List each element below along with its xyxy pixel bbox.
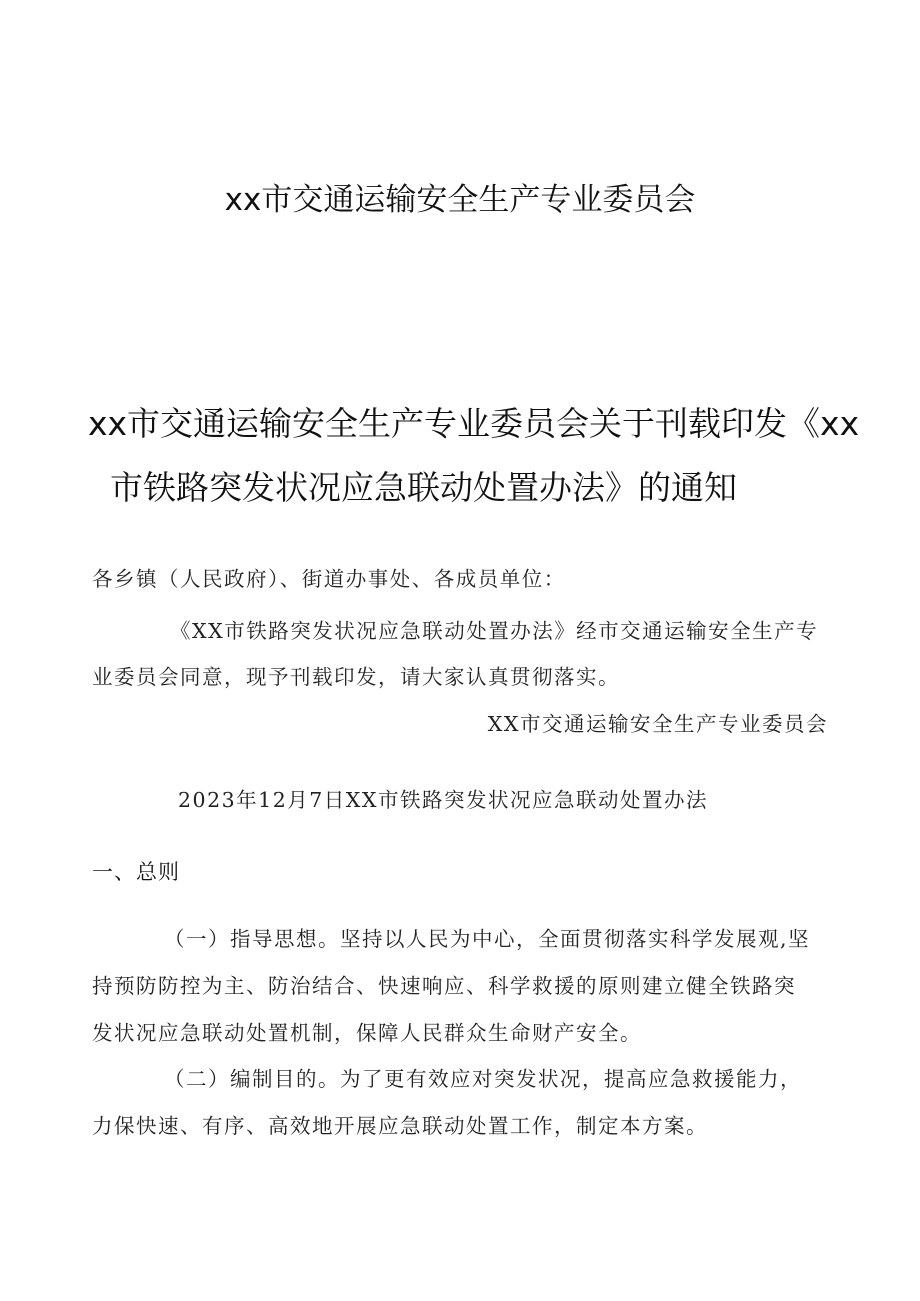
notice-body-paragraph [92,608,840,700]
paragraph-line: 发状况应急联动处置机制，保障人民群众生命财产安全。 [92,1021,642,1045]
paragraph-line: 业委员会同意，现予刊载印发，请大家认真贯彻落实。 [92,665,620,689]
salutation: 各乡镇（人民政府）、街道办事处、各成员单位： [92,567,566,591]
paragraph-line: （一）指导思想。坚持以人民为中心，全面贯彻落实科学发展观,坚 [164,927,811,951]
date-and-document-title: 2023年12月7日XX市铁路突发状况应急联动处置办法 [178,788,708,812]
purpose-paragraph [92,1056,840,1150]
signature-organization: XX市交通运输安全生产专业委员会 [487,712,828,736]
section-heading-general: 一、总则 [92,860,180,884]
paragraph-line: 《XX市铁路突发状况应急联动处置办法》经市交通运输安全生产专 [170,619,819,643]
paragraph-line: 力保快速、有序、高效地开展应急联动处置工作，制定本方案。 [92,1114,708,1138]
notice-title [88,392,860,520]
guiding-principle-paragraph [92,916,840,1057]
paragraph-line: （二）编制目的。为了更有效应对突发状况，提高应急救援能力， [164,1067,802,1091]
notice-title-line-2: 市铁路突发状况应急联动处置办法》的通知 [110,468,737,507]
paragraph-line: 持预防防控为主、防治结合、快速响应、科学救援的原则建立健全铁路突 [92,974,796,998]
issuer-header: xx市交通运输安全生产专业委员会 [224,182,696,218]
notice-title-line-1: xx市交通运输安全生产专业委员会关于刊载印发《xx [88,404,860,443]
